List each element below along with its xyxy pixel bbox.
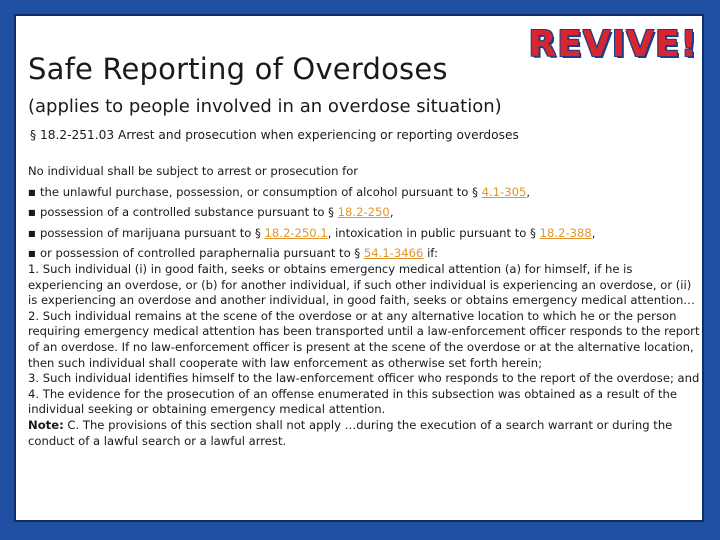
bullet-icon: ■ xyxy=(28,187,36,197)
bullet-icon: ■ xyxy=(28,249,36,259)
bullet-item: ■ possession of a controlled substance pursuant to § 18.2-250, xyxy=(28,205,394,220)
statute-body xyxy=(28,164,700,449)
bullet-icon: ■ xyxy=(28,228,36,238)
statute-link[interactable]: 18.2-388 xyxy=(539,225,592,240)
bullet-item: ■ possession of marijuana pursuant to § 18.2-250.1, intoxication in public pursuant to § 18.2-388, xyxy=(28,225,596,240)
condition-4: 4. The evidence for the prosecution of an offense enumerated in this subsection was obtained as a result of the individual seeking or obtaining emergency medical attention. xyxy=(28,386,678,417)
bullet-item: ■ or possession of controlled paraphernalia pursuant to § 54.1-3466 if: xyxy=(28,246,438,261)
condition-1: 1. Such individual (i) in good faith, seeks or obtains emergency medical attention (a) for himself, if he is experiencing an overdose, or (b) for another individual, if such other individual is experiencing an overdose, or (ii) is experiencing an overdose and another individual, in good faith, seeks or obtains emergency medical attention… xyxy=(28,261,695,308)
slide xyxy=(14,14,704,522)
note-text: C. The provisions of this section shall not apply …during the execution of a search warrant or during the conduct of a lawful search or a lawful arrest. xyxy=(28,417,673,448)
note-label: Note: xyxy=(28,417,64,432)
condition-2: 2. Such individual remains at the scene of the overdose or at any alternative location to which he or the person requiring emergency medical attention has been transported until a law-enforcement officer responds to the report of an overdose. If no law-enforcement officer is present at the scene of the overdose or at the alternative location, then such individual shall cooperate with law enforcement as otherwise set forth herein; xyxy=(28,308,700,370)
condition-3: 3. Such individual identifies himself to the law-enforcement officer who responds to the report of the overdose; and xyxy=(28,371,700,386)
statute-link[interactable]: 18.2-250 xyxy=(337,205,390,220)
slide-subtitle: (applies to people involved in an overdose situation) xyxy=(28,96,502,117)
slide-title: Safe Reporting of Overdoses xyxy=(28,52,448,86)
statute-link[interactable]: 4.1-305 xyxy=(481,184,527,199)
intro-text: No individual shall be subject to arrest or prosecution for xyxy=(28,164,359,178)
note xyxy=(28,418,700,449)
statute-heading: § 18.2-251.03 Arrest and prosecution when experiencing or reporting overdoses xyxy=(30,128,519,142)
statute-link[interactable]: 54.1-3466 xyxy=(363,246,424,261)
bullet-item: ■ the unlawful purchase, possession, or consumption of alcohol pursuant to § 4.1-305, xyxy=(28,184,531,199)
bullet-icon: ■ xyxy=(28,208,36,218)
revive-logo: REVIVE! xyxy=(528,24,698,65)
statute-link[interactable]: 18.2-250.1 xyxy=(264,225,328,240)
